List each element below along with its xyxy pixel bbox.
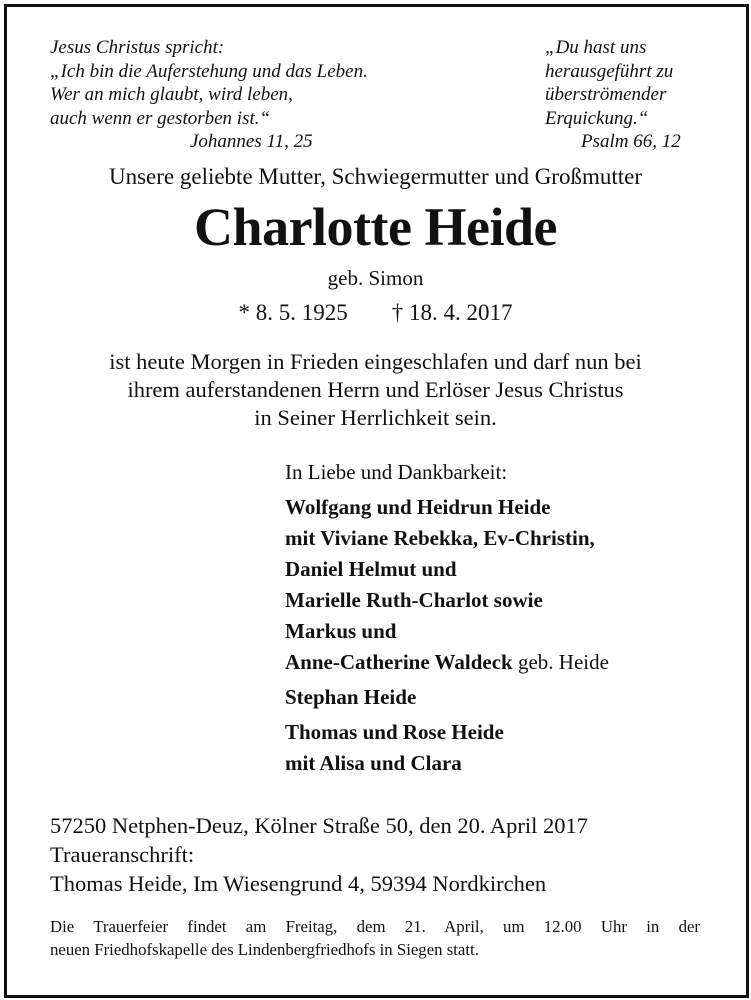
quote-line: Jesus Christus spricht:: [50, 37, 225, 58]
mourner-line: [285, 647, 609, 678]
service-line: neuen Friedhofskapelle des Lindenbergfriedhofs in Siegen statt.: [50, 940, 479, 959]
quote-line: überströmender: [545, 84, 667, 105]
maiden-name: geb. Simon: [327, 266, 424, 290]
quote-line: Wer an mich glaubt, wird leben,: [50, 84, 293, 105]
announcement-line: in Seiner Herrlichkeit sein.: [254, 405, 497, 430]
mourning-address-label: Traueranschrift:: [50, 842, 195, 867]
mourner-name: Anne-Catherine Waldeck: [285, 650, 513, 674]
place-date: 57250 Netphen-Deuz, Kölner Straße 50, den 20. April 2017: [50, 813, 589, 838]
service-line: Die Trauerfeier findet am Freitag, dem 21. April, um 12.00 Uhr in der: [50, 917, 700, 936]
quote-line: „Ich bin die Auferstehung und das Leben.: [50, 60, 368, 82]
mourner-maiden-note: geb. Heide: [512, 650, 609, 674]
quote-line: Erquickung.“: [545, 107, 649, 129]
mourner-line: Wolfgang und Heidrun Heide: [285, 495, 551, 519]
funeral-service-notice: [50, 915, 700, 961]
mourner-line: Markus und: [285, 619, 397, 643]
quote-line: herausgeführt zu: [545, 60, 674, 82]
quote-line: „Du hast uns: [545, 37, 647, 58]
quote-reference: Psalm 66, 12: [581, 131, 681, 152]
announcement-line: ihrem auferstandenen Herrn und Erlöser Jesus Christus: [127, 377, 624, 402]
mourners-heading: In Liebe und Dankbarkeit:: [285, 460, 508, 484]
deceased-name: Charlotte Heide: [194, 197, 557, 257]
mourning-address: Thomas Heide, Im Wiesengrund 4, 59394 Nordkirchen: [50, 871, 547, 896]
bible-quote-right: [545, 36, 681, 154]
address-block: [50, 811, 588, 898]
birth-date: * 8. 5. 1925: [238, 300, 348, 325]
quote-reference: Johannes 11, 25: [190, 131, 313, 152]
mourner-line: mit Viviane Rebekka, Ev-Christin,: [285, 526, 595, 550]
life-dates: [0, 300, 751, 326]
intro-line: Unsere geliebte Mutter, Schwiegermutter und Großmutter: [108, 164, 643, 189]
announcement-text: [0, 348, 751, 432]
mourner-line: mit Alisa und Clara: [285, 751, 462, 775]
mourner-line: Stephan Heide: [285, 685, 417, 709]
quote-line: auch wenn er gestorben ist.“: [50, 107, 271, 129]
bible-quote-left: [50, 36, 368, 154]
mourner-line: Daniel Helmut und: [285, 557, 457, 581]
mourner-line: Marielle Ruth-Charlot sowie: [285, 588, 543, 612]
mourners-list: [285, 457, 609, 779]
death-date: † 18. 4. 2017: [391, 300, 513, 325]
mourner-line: Thomas und Rose Heide: [285, 720, 504, 744]
announcement-line: ist heute Morgen in Frieden eingeschlafen und darf nun bei: [109, 349, 642, 374]
